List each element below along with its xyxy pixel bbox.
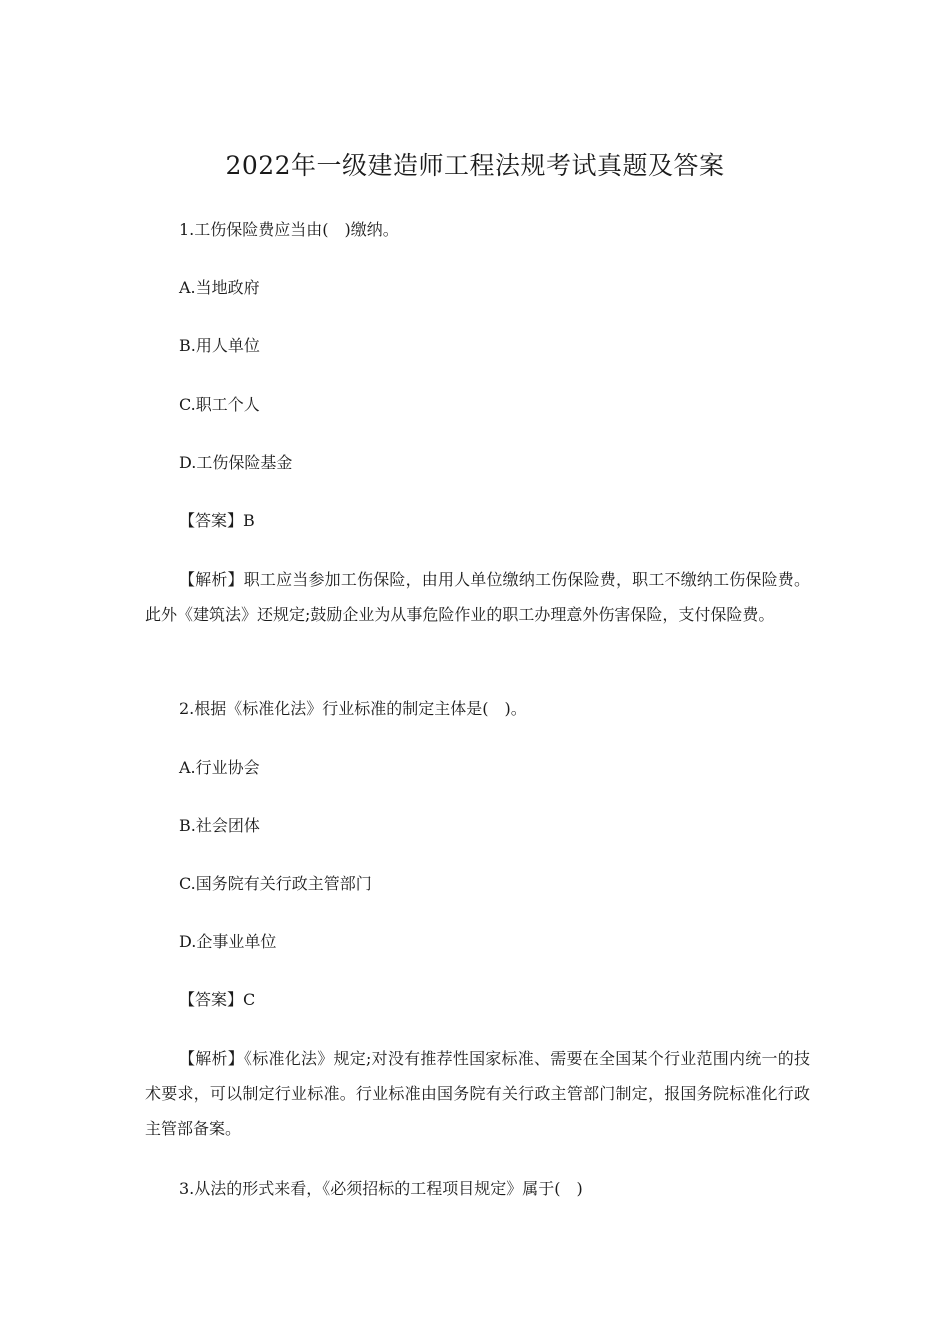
question-1: 1.工伤保险费应当由( )缴纳。 (179, 220, 399, 239)
q1-analysis: 【解析】职工应当参加工伤保险，由用人单位缴纳工伤保险费，职工不缴纳工伤保险费。此外《建筑法》还规定;鼓励企业为从事危险作业的职工办理意外伤害保险，支付保险费。 (145, 570, 810, 624)
q1-answer: 【答案】B (179, 511, 255, 530)
q1-option-b: B.用人单位 (179, 336, 260, 355)
question-3: 3.从法的形式来看，《必须招标的工程项目规定》属于( ) (179, 1179, 583, 1198)
q2-option-c: C.国务院有关行政主管部门 (179, 874, 372, 893)
q1-option-d: D.工伤保险基金 (179, 453, 293, 472)
q2-option-a: A.行业协会 (179, 758, 260, 777)
q1-option-a: A.当地政府 (179, 278, 260, 297)
q1-option-c: C.职工个人 (179, 395, 260, 414)
document-title: 2022年一级建造师工程法规考试真题及答案 (225, 151, 725, 180)
question-2: 2.根据《标准化法》行业标准的制定主体是( )。 (179, 699, 527, 718)
q2-analysis: 【解析】《标准化法》规定;对没有推荐性国家标准、需要在全国某个行业范围内统一的技术要求，可以制定行业标准。行业标准由国务院有关行政主管部门制定，报国务院标准化行政主管部备案。 (145, 1049, 810, 1138)
q2-option-b: B.社会团体 (179, 816, 260, 835)
q2-option-d: D.企事业单位 (179, 932, 277, 951)
q2-answer: 【答案】C (179, 990, 256, 1009)
